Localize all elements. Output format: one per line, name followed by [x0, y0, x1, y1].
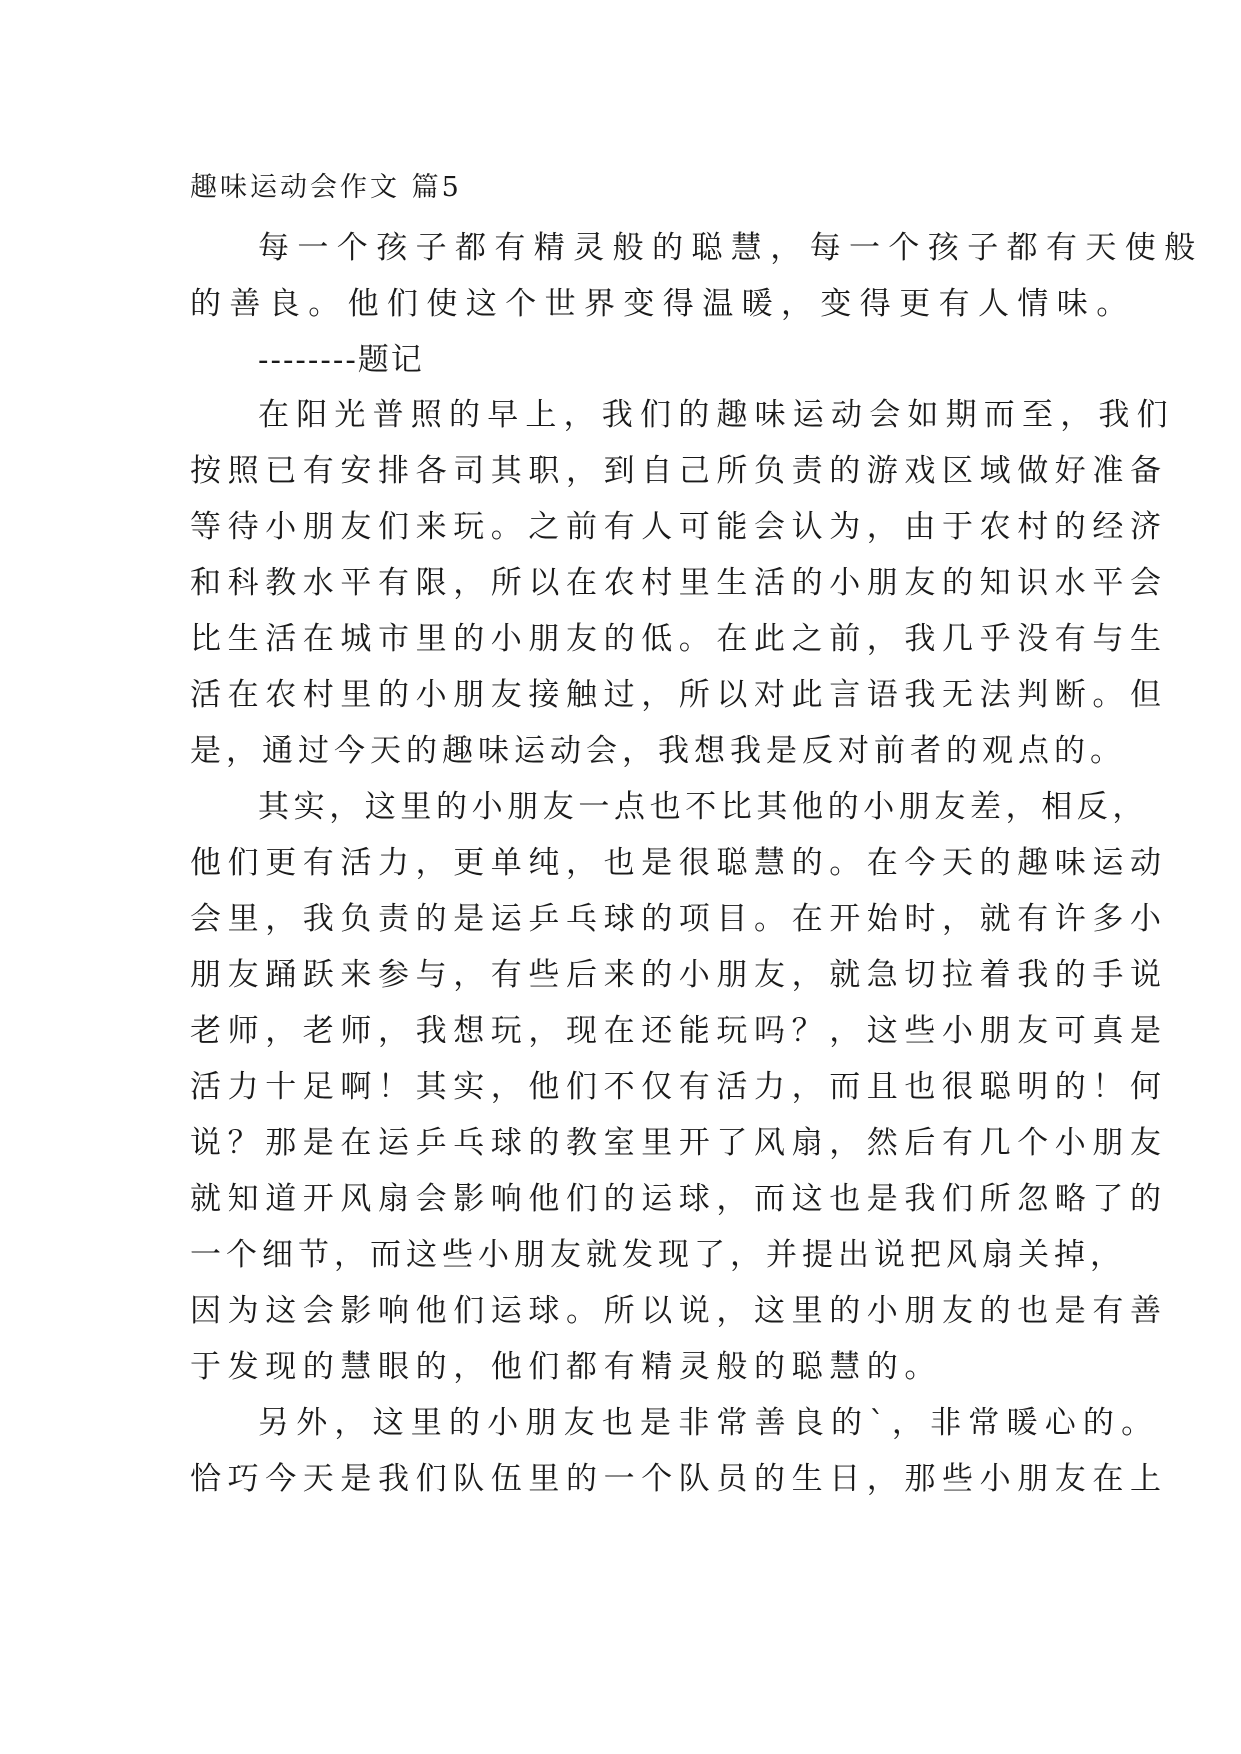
paragraph-line: 于发现的慧眼的，他们都有精灵般的聪慧的。: [190, 1349, 942, 1385]
paragraph-line: 就知道开风扇会影响他们的运球，而这也是我们所忽略了的: [190, 1181, 1168, 1217]
paragraph-line: 因为这会影响他们运球。所以说，这里的小朋友的也是有善: [190, 1293, 1168, 1329]
paragraph-line: 其实，这里的小朋友一点也不比其他的小朋友差，相反，: [258, 789, 1148, 825]
paragraph-line: 每一个孩子都有精灵般的聪慧，每一个孩子都有天使般: [258, 230, 1204, 266]
paragraph-line: 一个细节，而这些小朋友就发现了，并提出说把风扇关掉，: [190, 1237, 1126, 1273]
paragraph-line: 说？那是在运乒乓球的教室里开了风扇，然后有几个小朋友: [190, 1125, 1168, 1161]
paragraph-line: 朋友踊跃来参与，有些后来的小朋友，就急切拉着我的手说: [190, 957, 1168, 993]
paragraph-line: 另外，这里的小朋友也是非常善良的`，非常暖心的。: [258, 1405, 1160, 1441]
paragraph-line: 会里，我负责的是运乒乓球的项目。在开始时，就有许多小: [190, 901, 1168, 937]
document-title: 趣味运动会作文 篇5: [190, 172, 462, 203]
paragraph-line: 老师，老师，我想玩，现在还能玩吗？，这些小朋友可真是: [190, 1013, 1168, 1049]
paragraph-line: 恰巧今天是我们队伍里的一个队员的生日，那些小朋友在上: [190, 1461, 1168, 1497]
epigraph-signature: --------题记: [258, 342, 424, 378]
paragraph-line: 按照已有安排各司其职，到自己所负责的游戏区域做好准备: [190, 453, 1168, 489]
paragraph-line: 和科教水平有限，所以在农村里生活的小朋友的知识水平会: [190, 565, 1168, 601]
paragraph-line: 的善良。他们使这个世界变得温暖，变得更有人情味。: [190, 286, 1136, 322]
paragraph-line: 比生活在城市里的小朋友的低。在此之前，我几乎没有与生: [190, 621, 1168, 657]
paragraph-line: 在阳光普照的早上，我们的趣味运动会如期而至，我们: [258, 397, 1175, 433]
paragraph-line: 活力十足啊！其实，他们不仅有活力，而且也很聪明的！何: [190, 1069, 1168, 1105]
paragraph-line: 他们更有活力，更单纯，也是很聪慧的。在今天的趣味运动: [190, 845, 1168, 881]
paragraph-line: 活在农村里的小朋友接触过，所以对此言语我无法判断。但: [190, 677, 1168, 713]
paragraph-line: 是，通过今天的趣味运动会，我想我是反对前者的观点的。: [190, 733, 1126, 769]
paragraph-line: 等待小朋友们来玩。之前有人可能会认为，由于农村的经济: [190, 509, 1168, 545]
